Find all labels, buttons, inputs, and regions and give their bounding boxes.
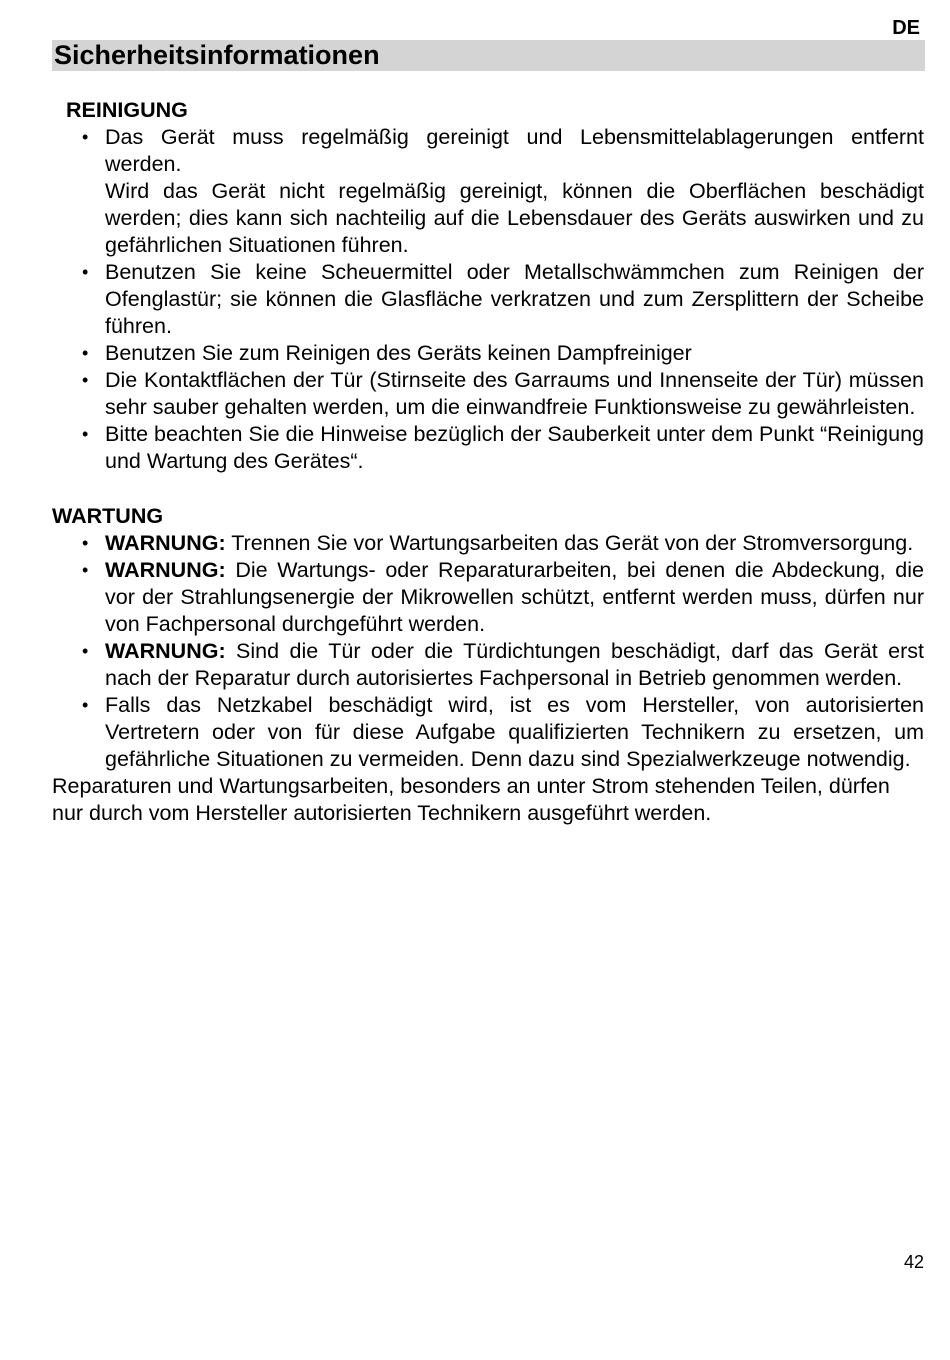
closing-paragraph: Reparaturen und Wartungsarbeiten, besonders an unter Strom stehenden Teilen, dürfen nur durch vom Hersteller autorisierten Technikern ausgeführt werden. xyxy=(52,774,890,825)
page-number: 42 xyxy=(903,1252,924,1272)
list-item xyxy=(52,557,924,638)
list-item-text: Sind die Tür oder die Türdichtungen beschädigt, darf das Gerät erst nach der Reparatur durch autorisiertes Fachpersonal in Betrieb genommen werden. xyxy=(105,639,924,690)
bullet-icon: • xyxy=(82,343,89,363)
title-bar xyxy=(52,40,925,71)
list-item-text: Benutzen Sie keine Scheuermittel oder Metallschwämmchen zum Reinigen der Ofenglastür; sie können die Glasfläche verkratzen und zum Zersplittern der Scheibe führen. xyxy=(105,260,924,338)
list-item xyxy=(52,692,924,773)
list-item xyxy=(52,124,924,259)
list-item-text: Trennen Sie vor Wartungsarbeiten das Gerät von der Stromversorgung. xyxy=(225,531,914,555)
list-item-text: Falls das Netzkabel beschädigt wird, ist es vom Hersteller, von autorisierten Vertretern oder von für diese Aufgabe qualifizierten Technikern zu ersetzen, um gefährliche Situationen zu vermeiden. Denn dazu sind Spezialwerkzeuge notwendig. xyxy=(105,693,924,771)
list-item-text: Die Kontaktflächen der Tür (Stirnseite des Garraums und Innenseite der Tür) müssen sehr sauber gehalten werden, um die einwandfreie Funktionsweise zu gewährleisten. xyxy=(105,368,924,419)
list-item xyxy=(52,638,924,692)
list-item-text: Bitte beachten Sie die Hinweise bezüglich der Sauberkeit unter dem Punkt “Reinigung und Wartung des Gerätes“. xyxy=(105,422,924,473)
list-item-text: Wird das Gerät nicht regelmäßig gereinigt, können die Oberflächen beschädigt werden; dies kann sich nachteilig auf die Lebensdauer des Geräts auswirken und zu gefährlichen Situationen führen. xyxy=(105,179,924,257)
reinigung-list xyxy=(52,124,924,475)
warning-label: WARNUNG: xyxy=(105,639,226,663)
bullet-icon: • xyxy=(82,262,89,282)
list-item xyxy=(52,421,924,475)
section-spacer xyxy=(52,475,924,502)
list-item-text: Benutzen Sie zum Reinigen des Geräts keinen Dampfreiniger xyxy=(105,341,692,365)
section-heading-wartung: WARTUNG xyxy=(52,504,164,528)
warning-label: WARNUNG: xyxy=(105,531,226,555)
main-content xyxy=(52,96,924,827)
list-item-text: Die Wartungs- oder Reparaturarbeiten, bei denen die Abdeckung, die vor der Strahlungsenergie der Mikrowellen schützt, entfernt werden muss, dürfen nur von Fachpersonal durchgeführt werden. xyxy=(105,558,924,636)
page-title: Sicherheitsinformationen xyxy=(54,40,380,70)
warning-label: WARNUNG: xyxy=(105,558,226,582)
language-code: DE xyxy=(892,17,920,39)
bullet-icon: • xyxy=(82,641,89,661)
wartung-list xyxy=(52,530,924,773)
list-item xyxy=(52,530,924,557)
bullet-icon: • xyxy=(82,424,89,444)
bullet-icon: • xyxy=(82,533,89,553)
list-item xyxy=(52,340,924,367)
section-heading-reinigung: REINIGUNG xyxy=(66,98,188,122)
bullet-icon: • xyxy=(82,695,89,715)
list-item xyxy=(52,259,924,340)
list-item xyxy=(52,367,924,421)
list-item-text: Das Gerät muss regelmäßig gereinigt und Lebensmittelablagerungen entfernt werden. xyxy=(105,125,924,176)
bullet-icon: • xyxy=(82,560,89,580)
bullet-icon: • xyxy=(82,127,89,147)
bullet-icon: • xyxy=(82,370,89,390)
